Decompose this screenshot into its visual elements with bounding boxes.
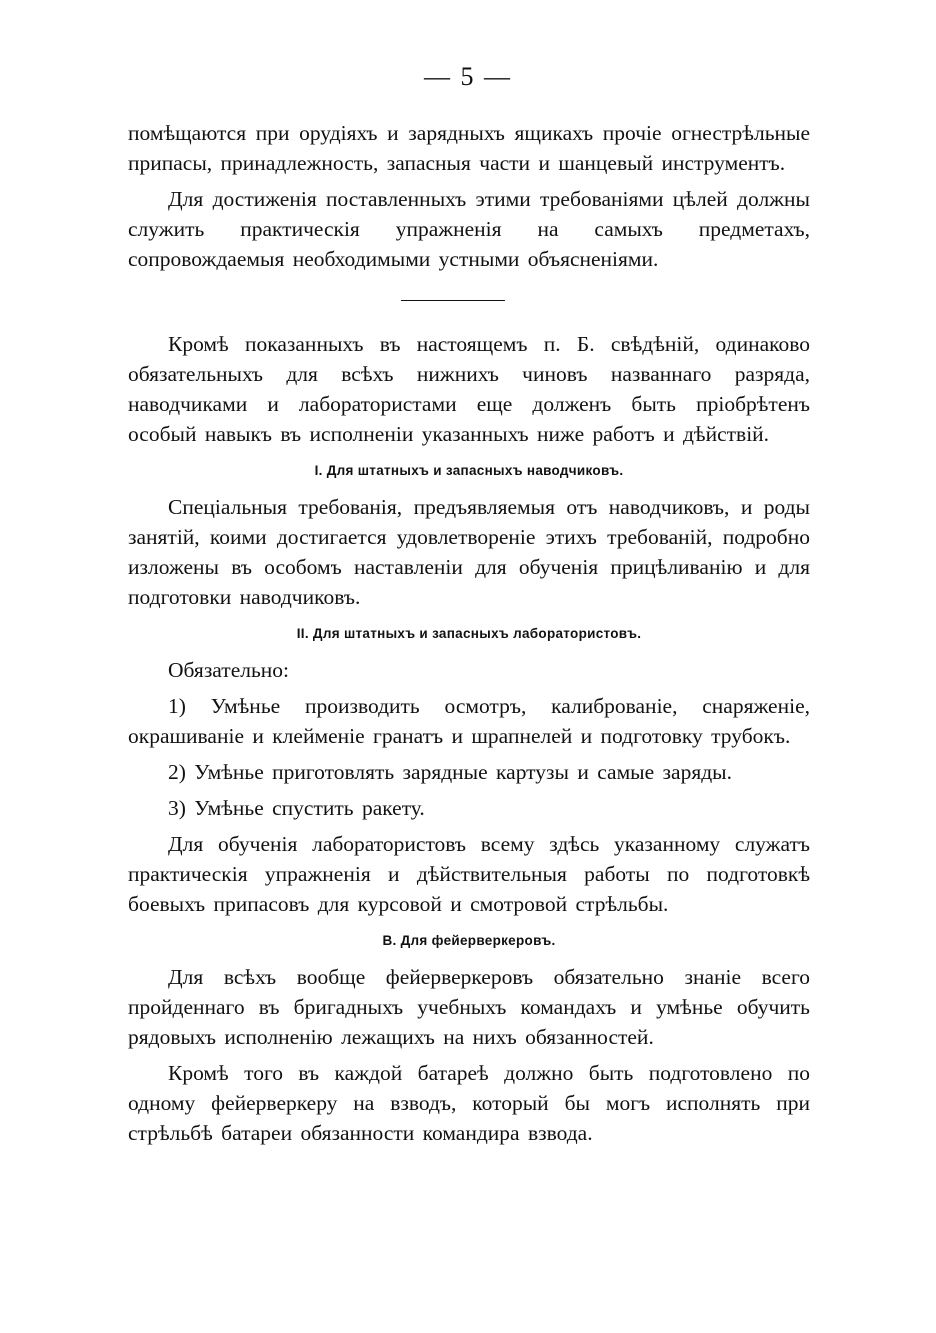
page-body: [128, 118, 810, 1148]
list-item-2: 2) Умѣнье приготовлять зарядные картузы и самые заряды.: [168, 760, 732, 784]
heading-fireworkers: В. Для фейерверкеровъ.: [382, 933, 556, 948]
section-divider: [401, 300, 505, 301]
heading-gunners: I. Для штатныхъ и запасныхъ наводчиковъ.: [314, 463, 624, 478]
heading-laboratory: II. Для штатныхъ и запасныхъ лаборатористовъ.: [296, 626, 642, 641]
list-item-3: 3) Умѣнье спустить ракету.: [168, 796, 425, 820]
paragraph-fireworker-knowledge: Для всѣхъ вообще фейерверкеровъ обязательно знаніе всего пройденнаго въ бригадныхъ учебныхъ командахъ и умѣнье обучить рядовыхъ исполненію лежащихъ на нихъ обязанностей.: [128, 965, 810, 1049]
paragraph-gunner-requirements: Спеціальныя требованія, предъявляемыя отъ наводчиковъ, и роды занятій, коими достигается удовлетвореніе этихъ требованій, подробно изложены въ особомъ наставленіи для обученія прицѣливанію и для подготовки наводчиковъ.: [128, 495, 810, 609]
list-item-1: 1) Умѣнье производить осмотръ, калиброваніе, снаряженіе, окрашиваніе и клейменіе гранатъ и шрапнелей и подготовку трубокъ.: [128, 694, 810, 748]
paragraph-platoon-commander: Кромѣ того въ каждой батареѣ должно быть подготовлено по одному фейерверкеру на взводъ, который бы могъ исполнять при стрѣльбѣ батареи обязанности командира взвода.: [128, 1061, 810, 1145]
label-mandatory-text: Обязательно:: [168, 658, 290, 682]
paragraph-practical-exercises: Для достиженія поставленныхъ этими требованіями цѣлей должны служить практическія упражненія на самыхъ предметахъ, сопровождаемыя необходимыми устными объясненіями.: [128, 187, 810, 271]
label-mandatory: [128, 655, 810, 685]
paragraph-laboratory-training: Для обученія лаборатористовъ всему здѣсь указанному служатъ практическія упражненія и дѣйствительныя работы по подготовкѣ боевыхъ припасовъ для курсовой и смотровой стрѣльбы.: [128, 832, 810, 916]
page-number: — 5 —: [424, 62, 512, 91]
paragraph-continuation: помѣщаются при орудіяхъ и зарядныхъ ящикахъ прочіе огнестрѣльные припасы, принадлежность, запасныя части и шанцевый инструментъ.: [128, 121, 810, 175]
paragraph-additional-skills: Кромѣ показанныхъ въ настоящемъ п. Б. свѣдѣній, одинаково обязательныхъ для всѣхъ нижнихъ чиновъ названнаго разряда, наводчиками и лаборатористами еще долженъ быть пріобрѣтенъ особый навыкъ въ исполненіи указанныхъ ниже работъ и дѣйствій.: [128, 332, 810, 446]
